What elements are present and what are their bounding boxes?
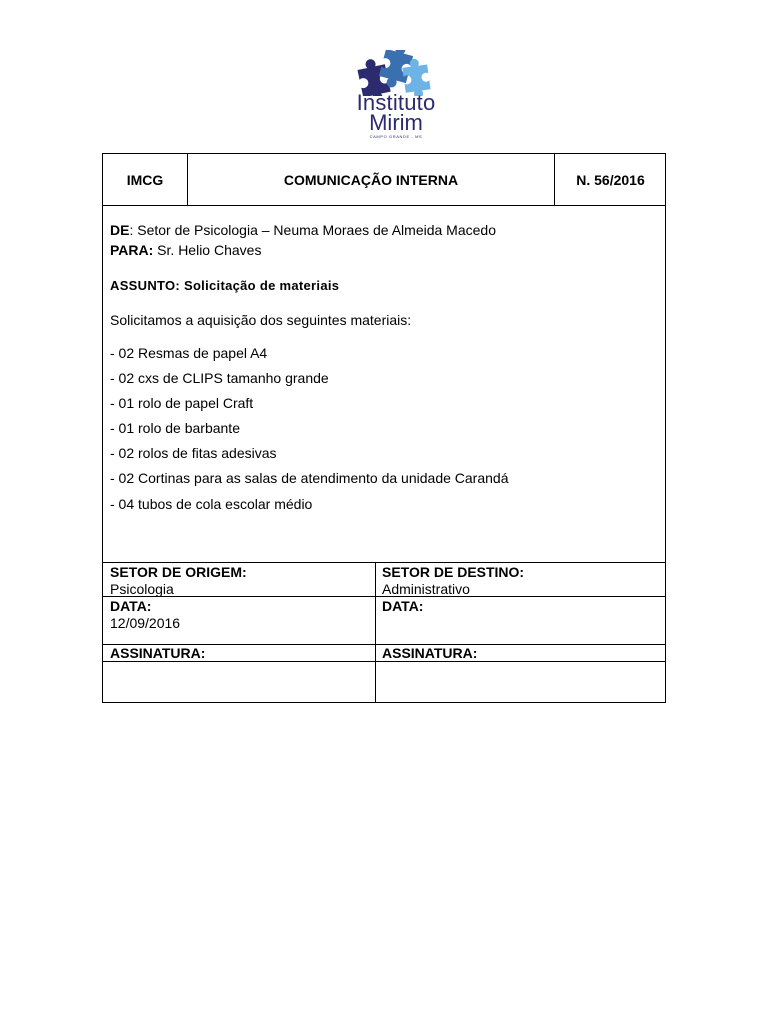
list-item: - 04 tubos de cola escolar médio <box>110 496 313 512</box>
to-line <box>110 242 261 258</box>
list-item: - 01 rolo de papel Craft <box>110 395 254 411</box>
date-row <box>103 596 665 644</box>
signature-label-row <box>103 644 665 662</box>
list-item: - 02 Cortinas para as salas de atendimento da unidade Carandá <box>110 470 509 486</box>
from-line <box>110 222 496 238</box>
list-item: - 01 rolo de barbante <box>110 420 240 436</box>
logo-name-line1: Instituto <box>356 90 436 115</box>
origin-label: SETOR DE ORIGEM: <box>110 564 247 580</box>
origin-value: Psicologia <box>110 581 174 597</box>
org-code: IMCG <box>103 154 188 205</box>
logo-name-line2: Mirim <box>369 110 423 135</box>
to-value: Sr. Helio Chaves <box>153 242 262 258</box>
date-label-origin: DATA: <box>110 598 152 614</box>
logo-tagline: CAMPO GRANDE - MS <box>369 134 423 139</box>
date-value-origin: 12/09/2016 <box>110 615 181 631</box>
list-item: - 02 cxs de CLIPS tamanho grande <box>110 370 329 386</box>
memo-header-row <box>103 154 665 206</box>
subject-line <box>110 278 339 293</box>
signature-space-row <box>103 661 665 703</box>
memo-number: N. 56/2016 <box>576 171 645 188</box>
subject-value: Solicitação de materiais <box>180 278 340 293</box>
list-item: - 02 Resmas de papel A4 <box>110 345 268 361</box>
signature-label-destination: ASSINATURA: <box>382 645 478 661</box>
list-item: - 02 rolos de fitas adesivas <box>110 445 277 461</box>
memo-title: COMUNICAÇÃO INTERNA <box>188 154 555 205</box>
subject-label: ASSUNTO: <box>110 278 181 293</box>
destination-label: SETOR DE DESTINO: <box>382 564 525 580</box>
sector-row <box>103 562 665 597</box>
intro-text: Solicitamos a aquisição dos seguintes materiais: <box>110 312 412 328</box>
date-label-destination: DATA: <box>382 598 424 614</box>
instituto-mirim-logo <box>342 50 450 142</box>
from-value: : Setor de Psicologia – Neuma Moraes de Almeida Macedo <box>129 222 496 238</box>
destination-value: Administrativo <box>382 581 470 597</box>
signature-label-origin: ASSINATURA: <box>110 645 206 661</box>
memo-body <box>103 206 665 562</box>
to-label: PARA: <box>110 242 154 258</box>
memo-form <box>102 153 666 703</box>
from-label: DE <box>110 222 130 238</box>
